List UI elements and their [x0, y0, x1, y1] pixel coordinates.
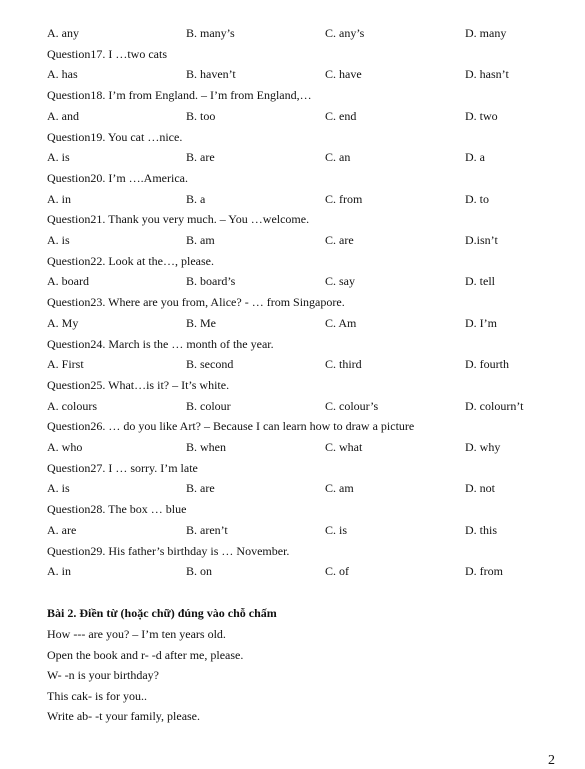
answer-options-row: [47, 563, 567, 579]
answer-options-row: [47, 356, 567, 372]
answer-options-row: [47, 398, 567, 414]
answer-options-row: [47, 273, 567, 289]
option-b: B. are: [186, 481, 215, 496]
option-a: A. in: [47, 564, 71, 579]
question-text: Question25. What…is it? – It’s white.: [47, 377, 230, 392]
question-line: [47, 460, 567, 476]
answer-options-row: [47, 191, 567, 207]
question-line: [47, 336, 567, 352]
option-a: A. is: [47, 481, 70, 496]
option-c: C. third: [325, 357, 362, 372]
option-c: C. is: [325, 522, 348, 537]
option-d: D. many: [465, 26, 507, 40]
option-d: D. tell: [465, 274, 495, 289]
question-line: [47, 377, 567, 393]
answer-options-row: [47, 439, 567, 455]
option-c: C. say: [325, 274, 355, 289]
option-b: B. Me: [186, 315, 216, 330]
question-text: Question17. I …two cats: [47, 46, 167, 61]
option-b: B. second: [186, 357, 234, 372]
option-b: B. aren’t: [186, 522, 228, 537]
question-line: [47, 253, 567, 269]
answer-options-row: [47, 25, 567, 41]
section-2-heading: Bài 2. Điền từ (hoặc chữ) đúng vào chỗ chấm: [47, 606, 277, 620]
option-a: A. First: [47, 357, 84, 372]
option-c: C. an: [325, 150, 351, 165]
fill-in-line-1: How --- are you? – I’m ten years old.: [47, 627, 226, 641]
option-d: D. to: [465, 191, 489, 206]
option-c: C. end: [325, 108, 357, 123]
option-c: C. of: [325, 564, 349, 579]
option-b: B. colour: [186, 398, 231, 413]
answer-options-row: [47, 66, 567, 82]
answer-options-row: [47, 232, 567, 248]
question-text: Question23. Where are you from, Alice? - … from Singapore.: [47, 295, 345, 310]
option-b: B. a: [186, 191, 206, 206]
option-b: B. on: [186, 564, 213, 579]
option-d: D. from: [465, 564, 503, 579]
question-text: Question26. … do you like Art? – Because I can learn how to draw a picture: [47, 419, 415, 434]
question-line: [47, 87, 567, 103]
question-text: Question20. I’m ….America.: [47, 170, 188, 185]
fill-in-line-4: This cak- is for you..: [47, 689, 147, 703]
option-a: A. in: [47, 191, 71, 206]
question-line: [47, 543, 567, 559]
option-c: C. have: [325, 67, 362, 82]
option-d: D. not: [465, 481, 495, 496]
option-d: D. hasn’t: [465, 67, 509, 82]
option-b: B. haven’t: [186, 67, 236, 82]
answer-options-row: [47, 315, 567, 331]
option-c: C. any’s: [325, 26, 365, 40]
option-c: C. from: [325, 191, 363, 206]
option-a: A. colours: [47, 398, 97, 413]
option-a: A. any: [47, 26, 79, 40]
answer-options-row: [47, 149, 567, 165]
option-a: A. has: [47, 67, 78, 82]
option-d: D. I’m: [465, 315, 497, 330]
option-d: D. why: [465, 440, 501, 454]
question-text: Question27. I … sorry. I’m late: [47, 460, 198, 475]
option-a: A. board: [47, 274, 89, 289]
option-c: C. are: [325, 233, 354, 247]
option-a: A. are: [47, 522, 77, 537]
question-text: Question28. The box … blue: [47, 502, 187, 517]
option-a: A. and: [47, 108, 79, 123]
option-c: C. am: [325, 481, 354, 496]
fill-in-line-5: Write ab- -t your family, please.: [47, 709, 201, 723]
option-d: D.isn’t: [465, 233, 498, 247]
option-b: B. when: [186, 440, 226, 454]
option-c: C. Am: [325, 315, 357, 330]
question-line: [47, 170, 567, 186]
question-text: Question18. I’m from England. – I’m from England,…: [47, 88, 312, 103]
question-text: Question24. March is the … month of the year.: [47, 336, 274, 351]
option-b: B. board’s: [186, 274, 236, 289]
page-number: 2: [548, 753, 555, 768]
answer-options-row: [47, 108, 567, 124]
option-d: D. two: [465, 108, 498, 123]
question-line: [47, 46, 567, 62]
question-text: Question21. Thank you very much. – You …welcome.: [47, 212, 310, 227]
option-a: A. My: [47, 315, 79, 330]
fill-in-line-2: Open the book and r- -d after me, please.: [47, 648, 244, 662]
option-d: D. colourn’t: [465, 398, 524, 413]
option-b: B. too: [186, 108, 216, 123]
option-b: B. are: [186, 150, 215, 165]
option-c: C. colour’s: [325, 398, 379, 413]
question-text: Question19. You cat …nice.: [47, 129, 183, 144]
question-text: Question29. His father’s birthday is … November.: [47, 543, 290, 558]
option-a: A. is: [47, 233, 70, 247]
option-d: D. fourth: [465, 357, 509, 372]
option-b: B. many’s: [186, 26, 235, 40]
option-a: A. who: [47, 440, 83, 454]
option-b: B. am: [186, 233, 215, 247]
question-line: [47, 418, 567, 434]
option-c: C. what: [325, 440, 363, 454]
option-d: D. a: [465, 150, 485, 165]
option-a: A. is: [47, 150, 70, 165]
answer-options-row: [47, 480, 567, 496]
question-text: Question22. Look at the…, please.: [47, 253, 214, 268]
fill-in-line-3: W- -n is your birthday?: [47, 668, 159, 682]
question-line: [47, 294, 567, 310]
question-line: [47, 501, 567, 517]
question-line: [47, 129, 567, 145]
option-d: D. this: [465, 522, 498, 537]
question-line: [47, 211, 567, 227]
answer-options-row: [47, 522, 567, 538]
